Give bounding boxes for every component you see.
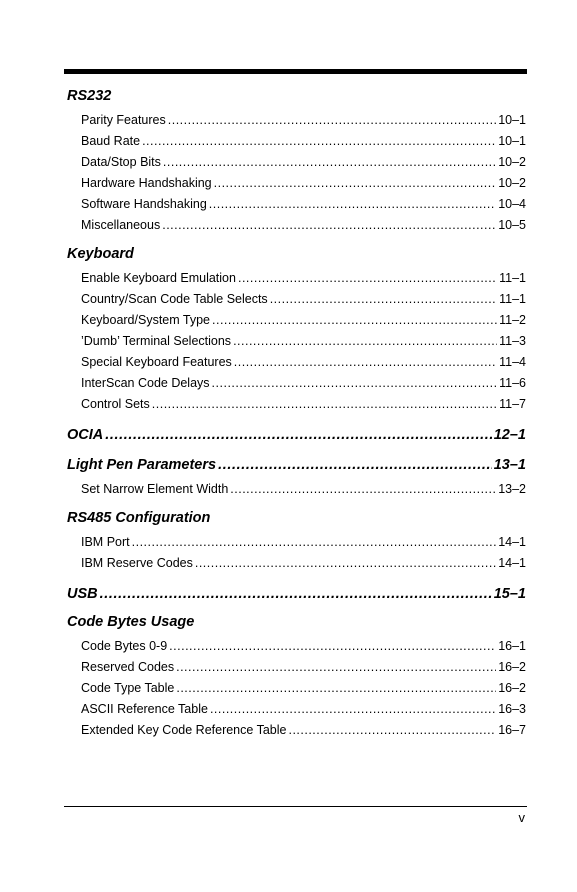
entry-page: 16–3	[498, 702, 526, 716]
dot-leader	[230, 479, 496, 500]
entry-page: 16–2	[498, 660, 526, 674]
dot-leader	[233, 331, 497, 352]
toc-entry[interactable]	[67, 373, 526, 394]
entry-label: Data/Stop Bits	[81, 155, 161, 169]
dot-leader	[288, 720, 496, 741]
entry-page: 14–1	[498, 535, 526, 549]
toc-section	[67, 455, 526, 500]
section-title: RS232	[67, 88, 112, 104]
toc-entry[interactable]	[67, 289, 526, 310]
entry-label: Keyboard/System Type	[81, 313, 211, 327]
entry-label: Software Handshaking	[81, 197, 207, 211]
entry-page: 16–1	[498, 639, 526, 653]
entry-page: 10–4	[498, 197, 526, 211]
entry-page: 11–4	[499, 355, 526, 369]
entry-page: 11–6	[499, 376, 526, 390]
entry-label: Parity Features	[81, 113, 166, 127]
entry-label: Hardware Handshaking	[81, 176, 212, 190]
section-heading[interactable]	[67, 584, 526, 604]
section-title: OCIA	[67, 427, 104, 443]
section-title: Light Pen Parameters	[67, 457, 217, 473]
entry-label: ’Dumb’ Terminal Selections	[81, 334, 232, 348]
toc-entry[interactable]	[67, 720, 526, 741]
dot-leader	[214, 173, 497, 194]
dot-leader	[234, 352, 497, 373]
dot-leader	[169, 636, 496, 657]
entry-page: 13–2	[498, 482, 526, 496]
dot-leader	[105, 425, 491, 445]
toc-section	[67, 86, 526, 236]
entry-label: Reserved Codes	[81, 660, 175, 674]
entry-page: 11–1	[499, 292, 526, 306]
bottom-rule	[64, 806, 527, 807]
entry-label: Extended Key Code Reference Table	[81, 723, 287, 737]
section-heading[interactable]	[67, 455, 526, 475]
entry-page: 11–7	[499, 397, 526, 411]
entry-label: Enable Keyboard Emulation	[81, 271, 236, 285]
dot-leader	[210, 699, 496, 720]
dot-leader	[212, 310, 497, 331]
section-page: 15–1	[493, 586, 526, 602]
entry-label: Special Keyboard Features	[81, 355, 232, 369]
dot-leader	[176, 657, 496, 678]
toc-entry[interactable]	[67, 532, 526, 553]
toc-entry[interactable]	[67, 678, 526, 699]
section-title: Code Bytes Usage	[67, 614, 195, 630]
toc-entry[interactable]	[67, 152, 526, 173]
entry-page: 10–1	[498, 134, 526, 148]
section-page: 13–1	[493, 457, 526, 473]
entry-page: 16–7	[498, 723, 526, 737]
entry-label: IBM Reserve Codes	[81, 556, 193, 570]
toc-section	[67, 612, 526, 741]
entry-label: Country/Scan Code Table Selects	[81, 292, 268, 306]
dot-leader	[168, 110, 496, 131]
toc-entry[interactable]	[67, 479, 526, 500]
toc-entry[interactable]	[67, 699, 526, 720]
entry-label: ASCII Reference Table	[81, 702, 208, 716]
toc-entry[interactable]	[67, 553, 526, 574]
top-rule	[64, 69, 527, 74]
section-heading[interactable]	[67, 425, 526, 445]
entry-label: InterScan Code Delays	[81, 376, 210, 390]
section-page: 12–1	[493, 427, 526, 443]
entry-label: Control Sets	[81, 397, 150, 411]
dot-leader	[163, 152, 496, 173]
entry-label: IBM Port	[81, 535, 130, 549]
section-title: Keyboard	[67, 246, 134, 262]
dot-leader	[142, 131, 496, 152]
section-title: RS485 Configuration	[67, 510, 211, 526]
dot-leader	[162, 215, 496, 236]
entry-label: Baud Rate	[81, 134, 141, 148]
entry-page: 11–1	[499, 271, 526, 285]
section-title: USB	[67, 586, 98, 602]
toc-entry[interactable]	[67, 173, 526, 194]
table-of-contents	[67, 86, 526, 741]
entry-page: 11–2	[499, 313, 526, 327]
dot-leader	[195, 553, 496, 574]
entry-page: 10–5	[498, 218, 526, 232]
toc-entry[interactable]	[67, 131, 526, 152]
page-number: v	[518, 810, 525, 825]
entry-page: 11–3	[499, 334, 526, 348]
dot-leader	[270, 289, 497, 310]
toc-section	[67, 508, 526, 574]
toc-entry[interactable]	[67, 310, 526, 331]
dot-leader	[218, 455, 492, 475]
dot-leader	[176, 678, 496, 699]
entry-page: 16–2	[498, 681, 526, 695]
dot-leader	[212, 373, 498, 394]
toc-entry[interactable]	[67, 636, 526, 657]
toc-entry[interactable]	[67, 352, 526, 373]
toc-entry[interactable]	[67, 331, 526, 352]
toc-entry[interactable]	[67, 657, 526, 678]
entry-label: Miscellaneous	[81, 218, 161, 232]
toc-entry[interactable]	[67, 394, 526, 415]
toc-entry[interactable]	[67, 194, 526, 215]
dot-leader	[100, 584, 492, 604]
entry-page: 10–2	[498, 176, 526, 190]
dot-leader	[152, 394, 497, 415]
dot-leader	[132, 532, 497, 553]
toc-entry[interactable]	[67, 215, 526, 236]
entry-label: Code Type Table	[81, 681, 175, 695]
toc-entry[interactable]	[67, 268, 526, 289]
entry-page: 10–1	[498, 113, 526, 127]
dot-leader	[238, 268, 497, 289]
entry-page: 14–1	[498, 556, 526, 570]
toc-section	[67, 244, 526, 415]
entry-label: Set Narrow Element Width	[81, 482, 229, 496]
toc-entry[interactable]	[67, 110, 526, 131]
entry-page: 10–2	[498, 155, 526, 169]
toc-section	[67, 425, 526, 445]
toc-section	[67, 584, 526, 604]
dot-leader	[209, 194, 496, 215]
entry-label: Code Bytes 0-9	[81, 639, 168, 653]
